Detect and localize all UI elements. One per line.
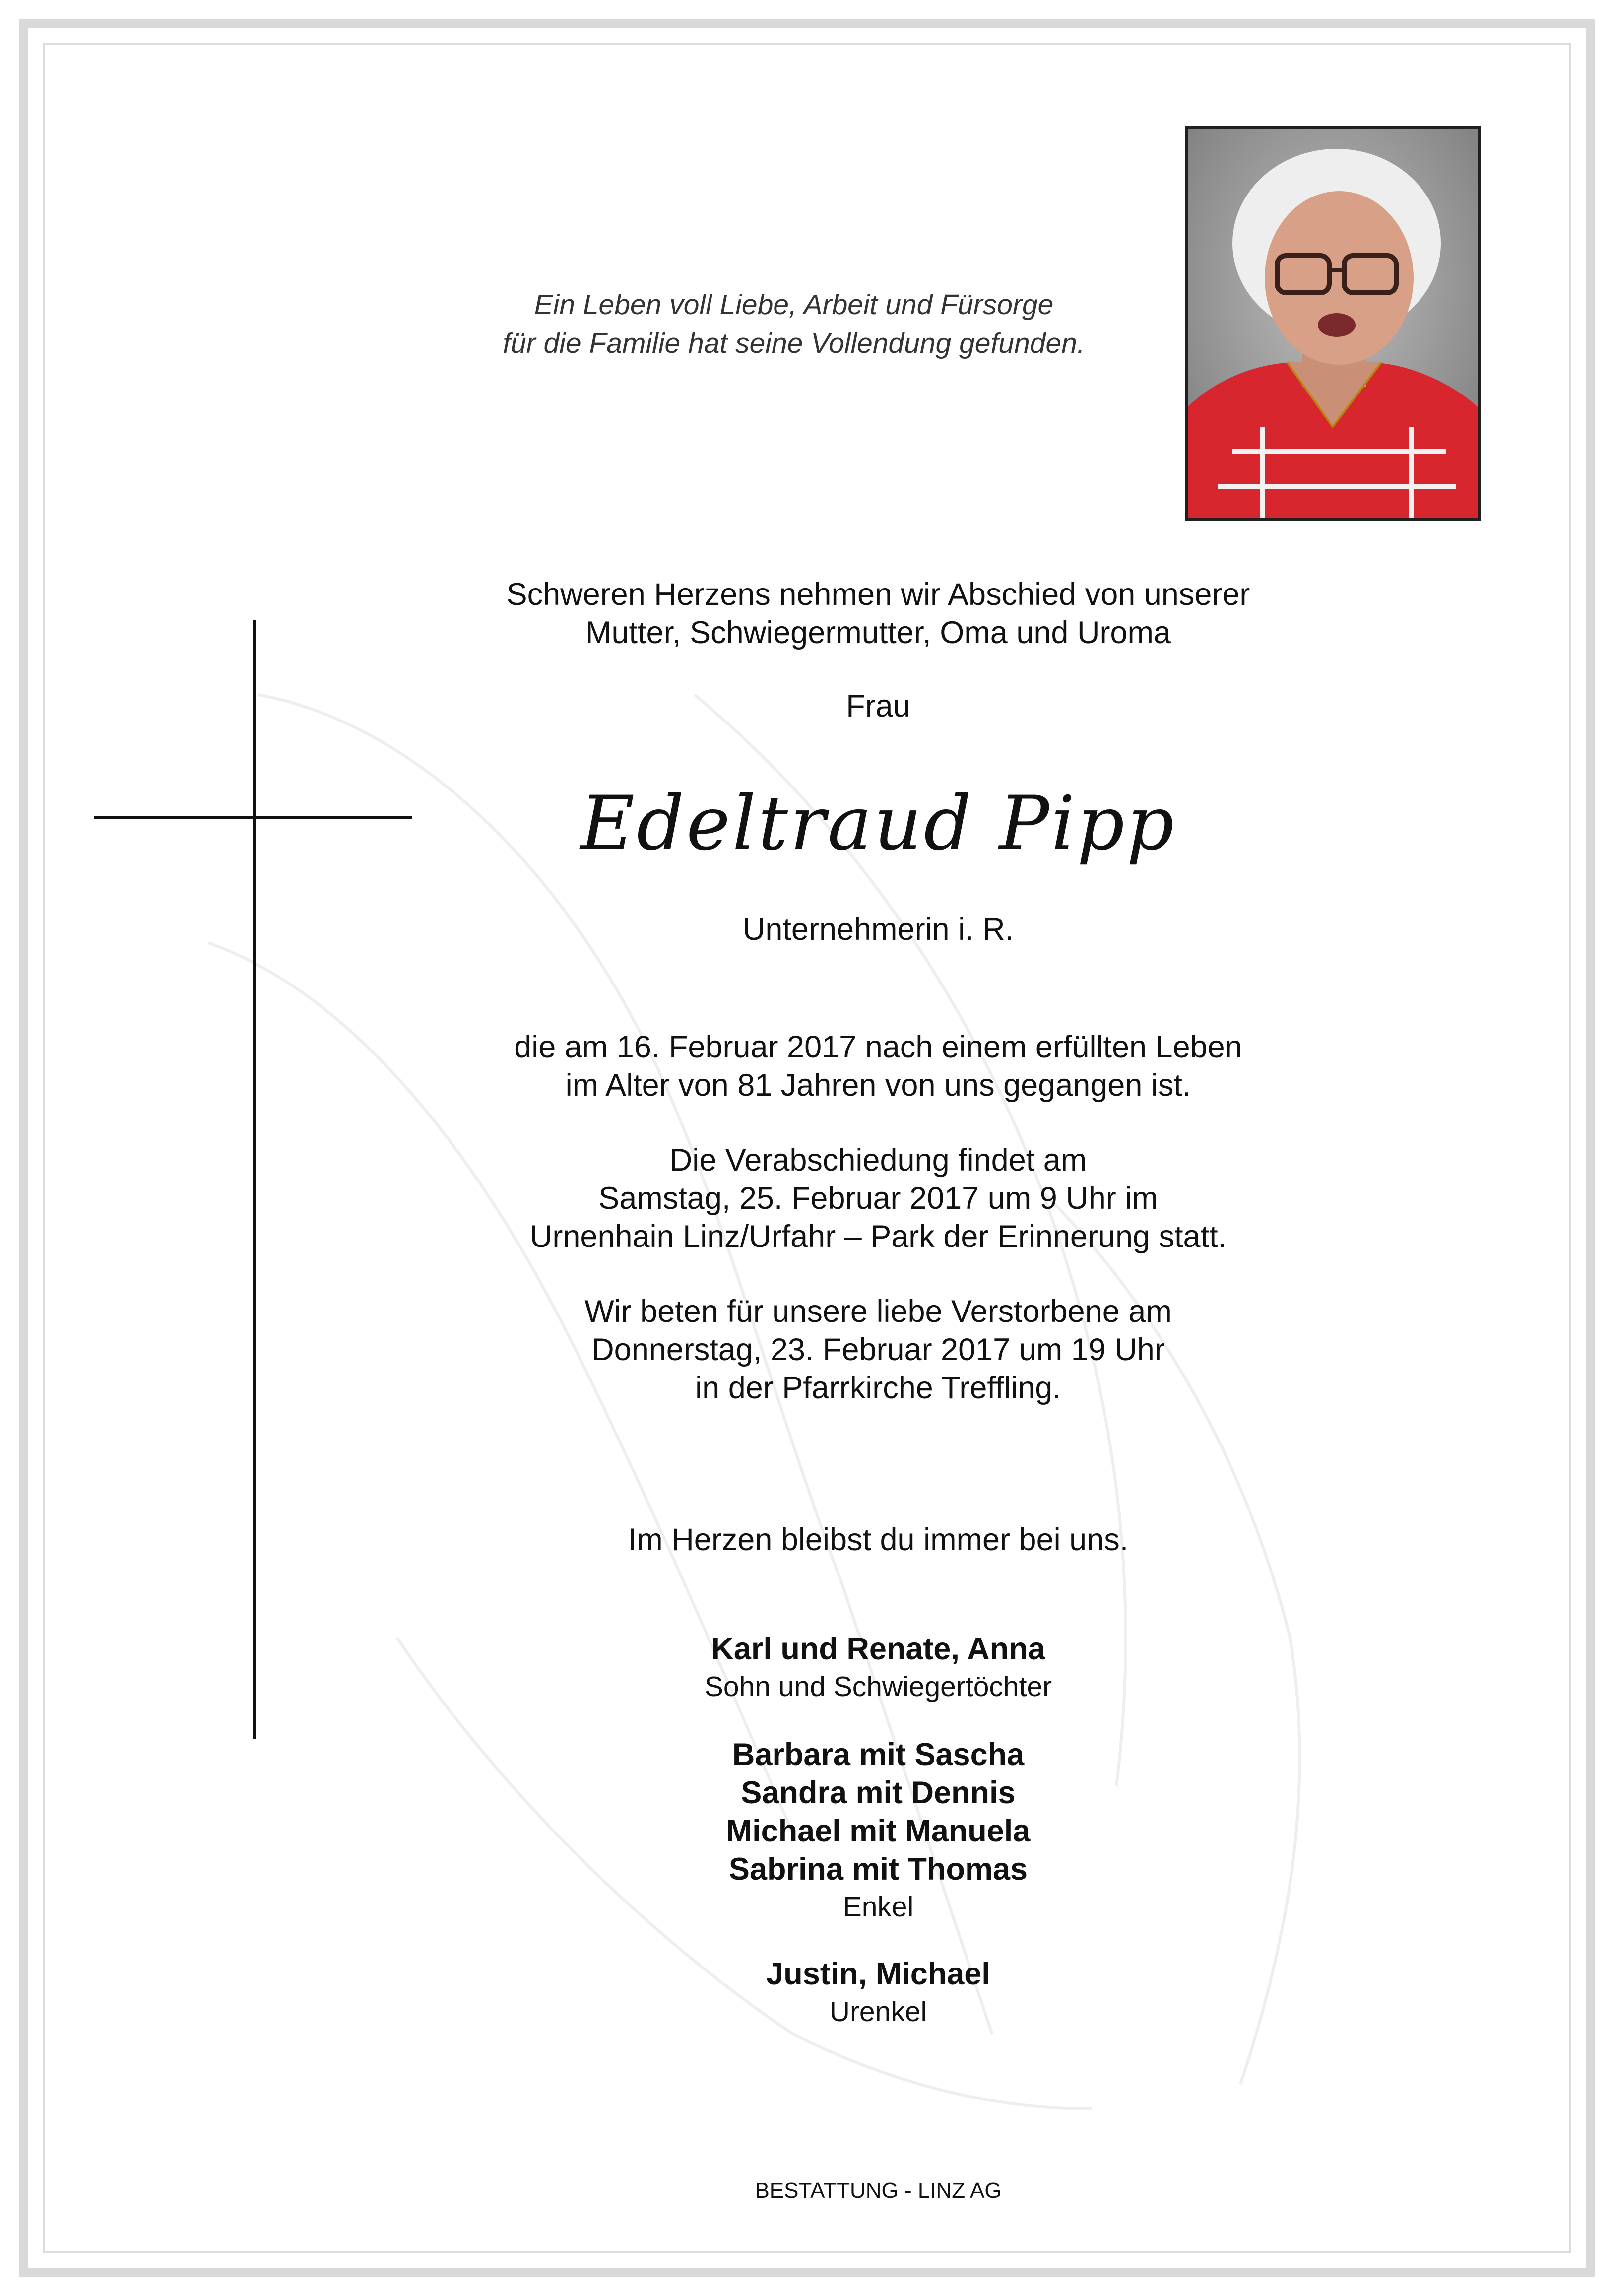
mourner-relation: Sohn und Schwiegertöchter — [704, 1671, 1052, 1703]
prayer-line: Donnerstag, 23. Februar 2017 um 19 Uhr — [591, 1332, 1165, 1367]
cross-icon — [253, 620, 256, 1739]
farewell-text — [387, 576, 1369, 652]
motto-line: für die Familie hat seine Vollendung gefunden. — [503, 328, 1085, 359]
mourner-group — [387, 1736, 1369, 1925]
ceremony-info — [387, 1141, 1369, 1256]
closing-line: Im Herzen bleibst du immer bei uns. — [628, 1522, 1129, 1557]
ceremony-line: Urnenhain Linz/Urfahr – Park der Erinnerung statt. — [529, 1219, 1227, 1254]
death-notice-line: die am 16. Februar 2017 nach einem erfüllten Leben — [514, 1030, 1242, 1064]
death-notice-line: im Alter von 81 Jahren von uns gegangen ist. — [565, 1068, 1191, 1103]
mourner-names: Barbara mit Sascha — [732, 1737, 1025, 1772]
salutation: Frau — [846, 689, 910, 723]
farewell-line: Mutter, Schwiegermutter, Oma und Uroma — [585, 615, 1171, 650]
deceased-name: Edeltraud Pipp — [580, 781, 1176, 867]
farewell-line: Schweren Herzens nehmen wir Abschied von unserer — [506, 577, 1250, 612]
funeral-home: BESTATTUNG - LINZ AG — [755, 2178, 1002, 2203]
mourner-names: Sandra mit Dennis — [741, 1775, 1016, 1810]
mourner-group — [387, 1955, 1369, 2030]
prayer-info — [387, 1293, 1369, 1407]
prayer-line: Wir beten für unsere liebe Verstorbene am — [584, 1294, 1172, 1329]
cross-icon-bar — [94, 816, 412, 819]
mourner-relation: Enkel — [842, 1891, 914, 1923]
mourner-names: Michael mit Manuela — [726, 1814, 1031, 1848]
ceremony-line: Samstag, 25. Februar 2017 um 9 Uhr im — [598, 1181, 1158, 1216]
mourner-relation: Urenkel — [829, 1996, 927, 2028]
prayer-line: in der Pfarrkirche Treffling. — [695, 1371, 1061, 1405]
mourner-names: Sabrina mit Thomas — [728, 1852, 1028, 1887]
motto — [347, 285, 1240, 363]
mourner-group — [387, 1630, 1369, 1705]
ceremony-line: Die Verabschiedung findet am — [669, 1143, 1087, 1178]
mourner-names: Karl und Renate, Anna — [711, 1632, 1045, 1666]
death-notice — [387, 1028, 1369, 1105]
occupation: Unternehmerin i. R. — [742, 912, 1014, 947]
mourner-names: Justin, Michael — [766, 1957, 990, 1991]
motto-line: Ein Leben voll Liebe, Arbeit und Fürsorge — [534, 289, 1054, 321]
